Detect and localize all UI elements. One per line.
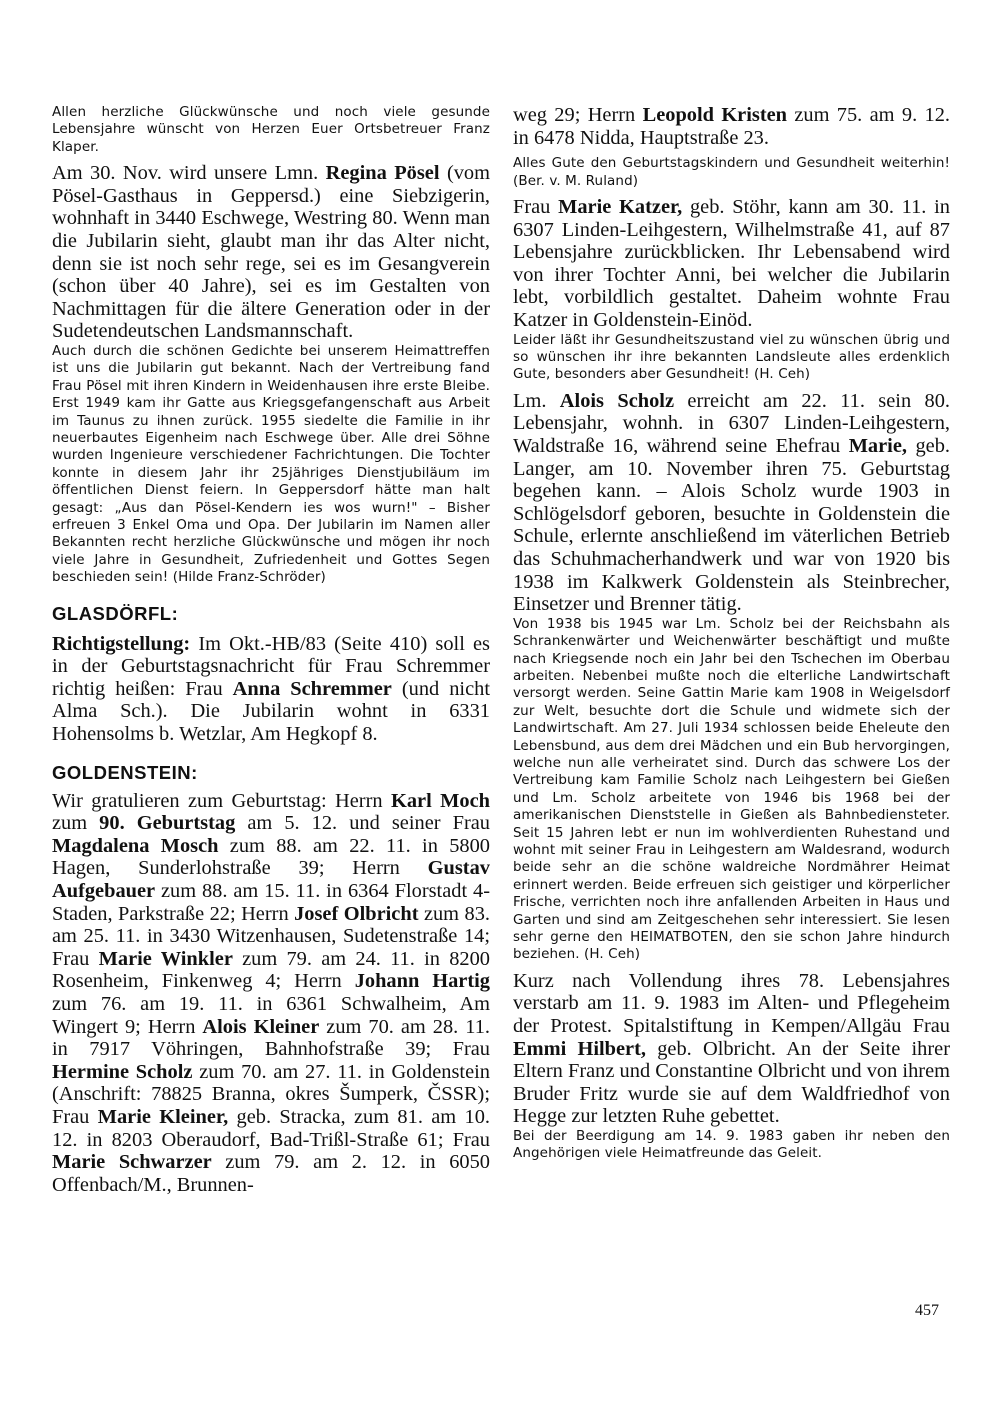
text-run: geb. Langer, am 10. November ihren 75. Geburtstag begehen kann. – Alois Scholz wurde 1903 in Schlögelsdorf geboren, besuchte in Goldenstein die Schule, erlernte anschließend im väterlichen Betrieb das Schuhmacherhandwerk und war von 1920 bis 1938 im Kalkwerk Goldenstein als Steinbrecher, Einsetzer und Brenner tätig.	[513, 434, 951, 616]
funeral-note-paragraph: Bei der Beerdigung am 14. 9. 1983 gaben ihr neben den Angehörigen viele Heimatfreunde das Geleit.	[513, 1128, 950, 1162]
person-name: Emmi Hilbert,	[513, 1037, 646, 1060]
text-run: geb. Olbricht. An der Seite ihrer Eltern Franz und Constantine Olbricht und von ihrem Bruder Fritz wurde sie auf dem Waldfriedhof von Hegge zur letzten Ruhe gebettet.	[513, 1037, 950, 1128]
person-name: Magdalena Mosch	[52, 834, 219, 857]
person-name: Marie Katzer,	[558, 196, 683, 218]
text-run: Lm.	[513, 389, 560, 412]
person-name: Marie Winkler	[98, 947, 233, 970]
person-name: Anna Schremmer	[232, 677, 392, 700]
text-run: zum	[52, 812, 100, 835]
correction-label: Richtigstellung:	[52, 632, 191, 655]
person-name: Hermine Scholz	[52, 1060, 193, 1083]
text-run: erreicht am 22. 11. sein 80. Lebensjahr, wohnh. in 6307 Linden-Leihgestern, Waldstraße 16, während seine Ehefrau	[513, 389, 950, 457]
person-name: Josef Olbricht	[294, 902, 419, 925]
birthday-notice-alois-scholz	[513, 390, 950, 616]
text-run: (vom Pösel-Gasthaus in Geppersd.) eine Siebzigerin, wohnhaft in 3440 Eschwege, Westring 80. Wenn man die Jubilarin sieht, glaubt man ihr das Alter nicht, denn sie ist noch sehr rege, sei es im Gesangverein (schon über 40 Jahre), sei es im Gestalten von Nachmittagen für die ältere Generation oder in der Sudetendeutschen Landsmannschaft.	[52, 162, 490, 343]
text-run: geb. Stracka, zum 81. am 10. 12. in 8203 Oberaudorf, Bad-Trißl-Straße 61; Frau	[52, 1105, 490, 1151]
birthday-list-paragraph	[52, 790, 490, 1197]
left-column	[52, 104, 490, 1196]
text-run: (und nicht Alma Sch.). Die Jubilarin wohnt in 6331 Hohensolms b. Wetzlar, Am Hegkopf 8.	[52, 677, 491, 746]
correction-notice-paragraph	[52, 633, 490, 746]
birthday-highlight: 90. Geburtstag	[99, 812, 236, 835]
text-run: zum 83. am 25. 11. in 3430 Witzenhausen, Sudetenstraße 14; Frau	[52, 902, 490, 970]
person-name: Karl Moch	[391, 789, 491, 812]
birthday-notice-regina-poesel	[52, 162, 490, 343]
text-run: weg 29; Herrn	[513, 104, 643, 126]
person-name: Regina Pösel	[325, 162, 440, 185]
person-name: Marie,	[848, 434, 907, 457]
text-run: am 5. 12. und seiner Frau	[235, 812, 490, 835]
person-name: Johann Hartig	[354, 970, 491, 993]
person-name: Marie Schwarzer	[52, 1151, 212, 1174]
section-heading-goldenstein: GOLDENSTEIN:	[52, 761, 198, 783]
text-run: zum 88. am 22. 11. in 5800 Hagen, Sunderlohstraße 39; Herrn	[52, 834, 490, 880]
person-name: Gustav Aufgebauer	[52, 857, 490, 902]
person-name: Alois Kleiner	[202, 1015, 320, 1038]
text-run: zum 75. am 9. 12. in 6478 Nidda, Hauptstraße 23.	[513, 104, 950, 149]
closing-greeting-paragraph: Allen herzliche Glückwünsche und noch viele gesunde Lebensjahre wünscht von Herzen Euer Ortsbetreuer Franz Klaper.	[52, 104, 490, 155]
text-run: Frau	[513, 196, 559, 218]
text-run: zum 70. am 28. 11. in 7917 Vöhringen, Bahnhofstraße 39; Frau	[52, 1015, 490, 1061]
right-column	[513, 104, 950, 1163]
text-run: zum 88. am 15. 11. in 6364 Florstadt 4-Staden, Parkstraße 22; Herrn	[52, 880, 490, 925]
birthday-wishes-paragraph: Alles Gute den Geburtstagskindern und Gesundheit weiterhin! (Ber. v. M. Ruland)	[513, 155, 950, 189]
section-heading-glasdoerfl: GLASDÖRFL:	[52, 602, 179, 624]
scholz-biography-paragraph: Von 1938 bis 1945 war Lm. Scholz bei der Reichsbahn als Schrankenwärter und Weichenwärter beschäftigt und mußte nach Kriegsende noch ein Jahr bei den Tschechen im Oberbau arbeiten. Nebenbei mußte noch die elterliche Landwirtschaft versorgt werden. Seine Gattin Marie kam 1908 in Weigelsdorf zur Welt, besuchte dort die Schule und widmete sich der Landwirtschaft. Am 27. Juli 1934 schlossen beide Eheleute den Lebensbund, aus dem drei Mädchen und ein Bub hervorgingen, welche nun alle verheiratet sind. Durch das schwere Los der Vertreibung kam Familie Scholz nach Leihgestern bei Gießen und Lm. Scholz arbeitete von 1946 bis 1968 bei der amerikanischen Dienststelle in Gießen als Bahnbediensteter. Seit 15 Jahren lebt er nun im wohlverdienten Ruhestand und wohnt mit seiner Frau in Leihgestern am Waldesrand, wodurch beide sehr an die schöne waldreiche Nordmährer Heimat erinnert werden. Beide erfreuen sich geistiger und körperlicher Frische, verrichten noch ihre anfallenden Arbeiten in Haus und Garten und sind am Zeitgeschehen sehr interessiert. Sie lesen sehr gerne den HEIMATBOTEN, den sie schon Jahre hindurch beziehen. (H. Ceh)	[513, 615, 950, 963]
birthday-notice-marie-katzer	[513, 196, 950, 332]
text-run: zum 79. am 24. 11. in 8200 Rosenheim, Finkenweg 4; Herrn	[52, 947, 490, 993]
text-run: Am 30. Nov. wird unsere Lmn.	[52, 162, 326, 185]
text-run: geb. Stöhr, kann am 30. 11. in 6307 Linden-Leihgestern, Wilhelmstraße 41, auf 87 Lebensjahre zurückblicken. Ihr Lebensabend wird von ihrer Tochter Anni, bei welcher die Jubilarin lebt, vorbildlich gestaltet. Daheim wohnte Frau Katzer in Goldenstein-Einöd.	[513, 196, 950, 331]
person-name: Marie Kleiner,	[97, 1105, 229, 1128]
katzer-health-paragraph: Leider läßt ihr Gesundheitszustand viel zu wünschen übrig und so wünschen ihr ihre bekannten Landsleute alles erdenklich Gute, besonders aber Gesundheit! (H. Ceh)	[513, 331, 950, 383]
obituary-emmi-hilbert	[513, 970, 950, 1128]
birthday-list-continuation	[513, 104, 950, 149]
person-name: Leopold Kristen	[642, 104, 788, 126]
text-run: zum 79. am 2. 12. in 6050 Offenbach/M., Brunnen-	[52, 1151, 490, 1196]
text-run: Im Okt.-HB/83 (Seite 410) soll es in der Geburtstagsnachricht für Frau Schremmer richtig heißen: Frau	[52, 632, 490, 700]
text-run: zum 76. am 19. 11. in 6361 Schwalheim, Am Wingert 9; Herrn	[52, 992, 490, 1038]
page-number: 457	[915, 1302, 939, 1319]
poesel-biography-paragraph: Auch durch die schönen Gedichte bei unserem Heimattreffen ist uns die Jubilarin gut bekannt. Nach der Vertreibung fand Frau Pösel mit ihren Kindern in Weidenhausen ihre erste Bleibe. Erst 1949 kam ihr Gatte aus Kriegsgefangenschaft aus Arbeit im Taunus zu ihnen zurück. 1955 siedelte die Familie in ihr neuerbautes Eigenheim nach Eschwege über. Alle drei Söhne wurden Ingenieure verschiedener Fachrichtungen. Die Tochter konnte in diesem Jahr ihr 25jähriges Dienstjubiläum im öffentlichen Dienst feiern. In Geppersdorf hätte man halt gesagt: „Aus dan Pösel-Kendern ies wos wurn!" – Bisher erfreuen 3 Enkel Oma und Opa. Der Jubilarin im Namen aller Bekannten recht herzliche Glückwünsche und mögen ihr noch viele Jahre in Gesundheit, Zufriedenheit und Gottes Segen beschieden sein! (Hilde Franz-Schröder)	[52, 342, 490, 586]
text-run: Wir gratulieren zum Geburtstag: Herrn	[52, 789, 391, 812]
text-run: Kurz nach Vollendung ihres 78. Lebensjahres verstarb am 11. 9. 1983 im Alten- und Pflegeheim der Protest. Spitalstiftung in Kempen/Allgäu Frau	[513, 969, 950, 1038]
text-run: zum 70. am 27. 11. in Goldenstein (Anschrift: 78825 Branna, okres Šumperk, ČSSR); Frau	[52, 1060, 490, 1128]
person-name: Alois Scholz	[559, 389, 675, 412]
